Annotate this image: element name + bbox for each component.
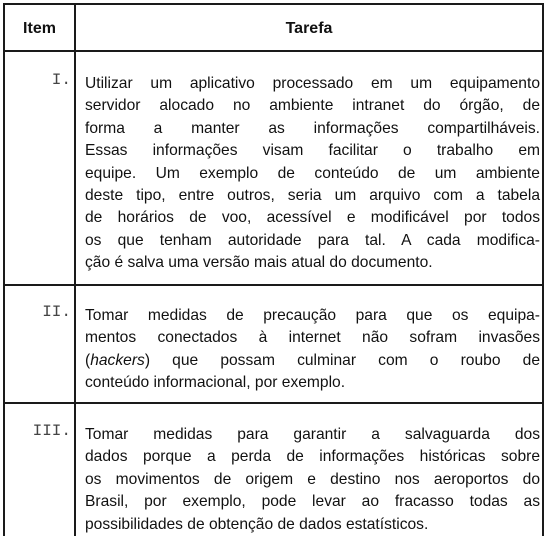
text-line: os movimentos de origem e destino nos aeroportos do <box>85 470 540 488</box>
row-divider <box>5 402 542 404</box>
text-line: ção é salva uma versão mais atual do documento. <box>85 254 433 272</box>
text-line: Utilizar um aplicativo processado em um equipamento <box>85 75 540 92</box>
text-line-rest: ) que possam culminar com o roubo de <box>144 351 540 369</box>
text-line: conteúdo informacional, por exemplo. <box>85 374 346 392</box>
header-item: Item <box>23 19 56 37</box>
text-line: dados porque a perda de informações históricas sobre <box>85 448 540 466</box>
text-line: Tomar medidas de precaução para que os equipa- <box>85 307 540 324</box>
header-tarefa: Tarefa <box>285 19 333 37</box>
row-task-text <box>85 305 540 395</box>
hackers-term: hackers <box>90 351 145 369</box>
text-line: mentos conectados à internet não sofram invasões <box>85 329 540 347</box>
text-line: de horários de voo, acessível e modificável por todos <box>85 209 540 227</box>
text-line: equipe. Um exemplo de conteúdo de um ambiente <box>85 164 540 182</box>
row-divider <box>5 50 542 52</box>
text-line: forma a manter as informações compartilháveis. <box>85 119 540 137</box>
text-line-hackers <box>85 350 540 372</box>
text-line: Tomar medidas para garantir a salvaguarda dos <box>85 426 540 443</box>
row-numeral: I. <box>51 71 71 89</box>
text-line: servidor alocado no ambiente intranet do órgão, de <box>85 97 540 115</box>
row-task-text <box>85 73 540 275</box>
row-divider <box>5 284 542 286</box>
text-line: possibilidades de obtenção de dados estatísticos. <box>85 515 429 533</box>
row-numeral: II. <box>42 303 71 321</box>
text-line: Essas informações visam facilitar o trabalho em <box>85 142 540 160</box>
text-line: Brasil, por exemplo, pode levar ao fracasso todas as <box>85 493 540 511</box>
row-task-text <box>85 424 540 536</box>
text-line: os que tenham autoridade para tal. A cada modifica- <box>85 231 540 249</box>
row-numeral: III. <box>32 422 71 440</box>
text-line: deste tipo, entre outros, seria um arquivo com a tabela <box>85 187 540 205</box>
task-table <box>3 3 544 536</box>
paren-open: ( <box>85 351 91 369</box>
column-divider <box>74 5 76 536</box>
